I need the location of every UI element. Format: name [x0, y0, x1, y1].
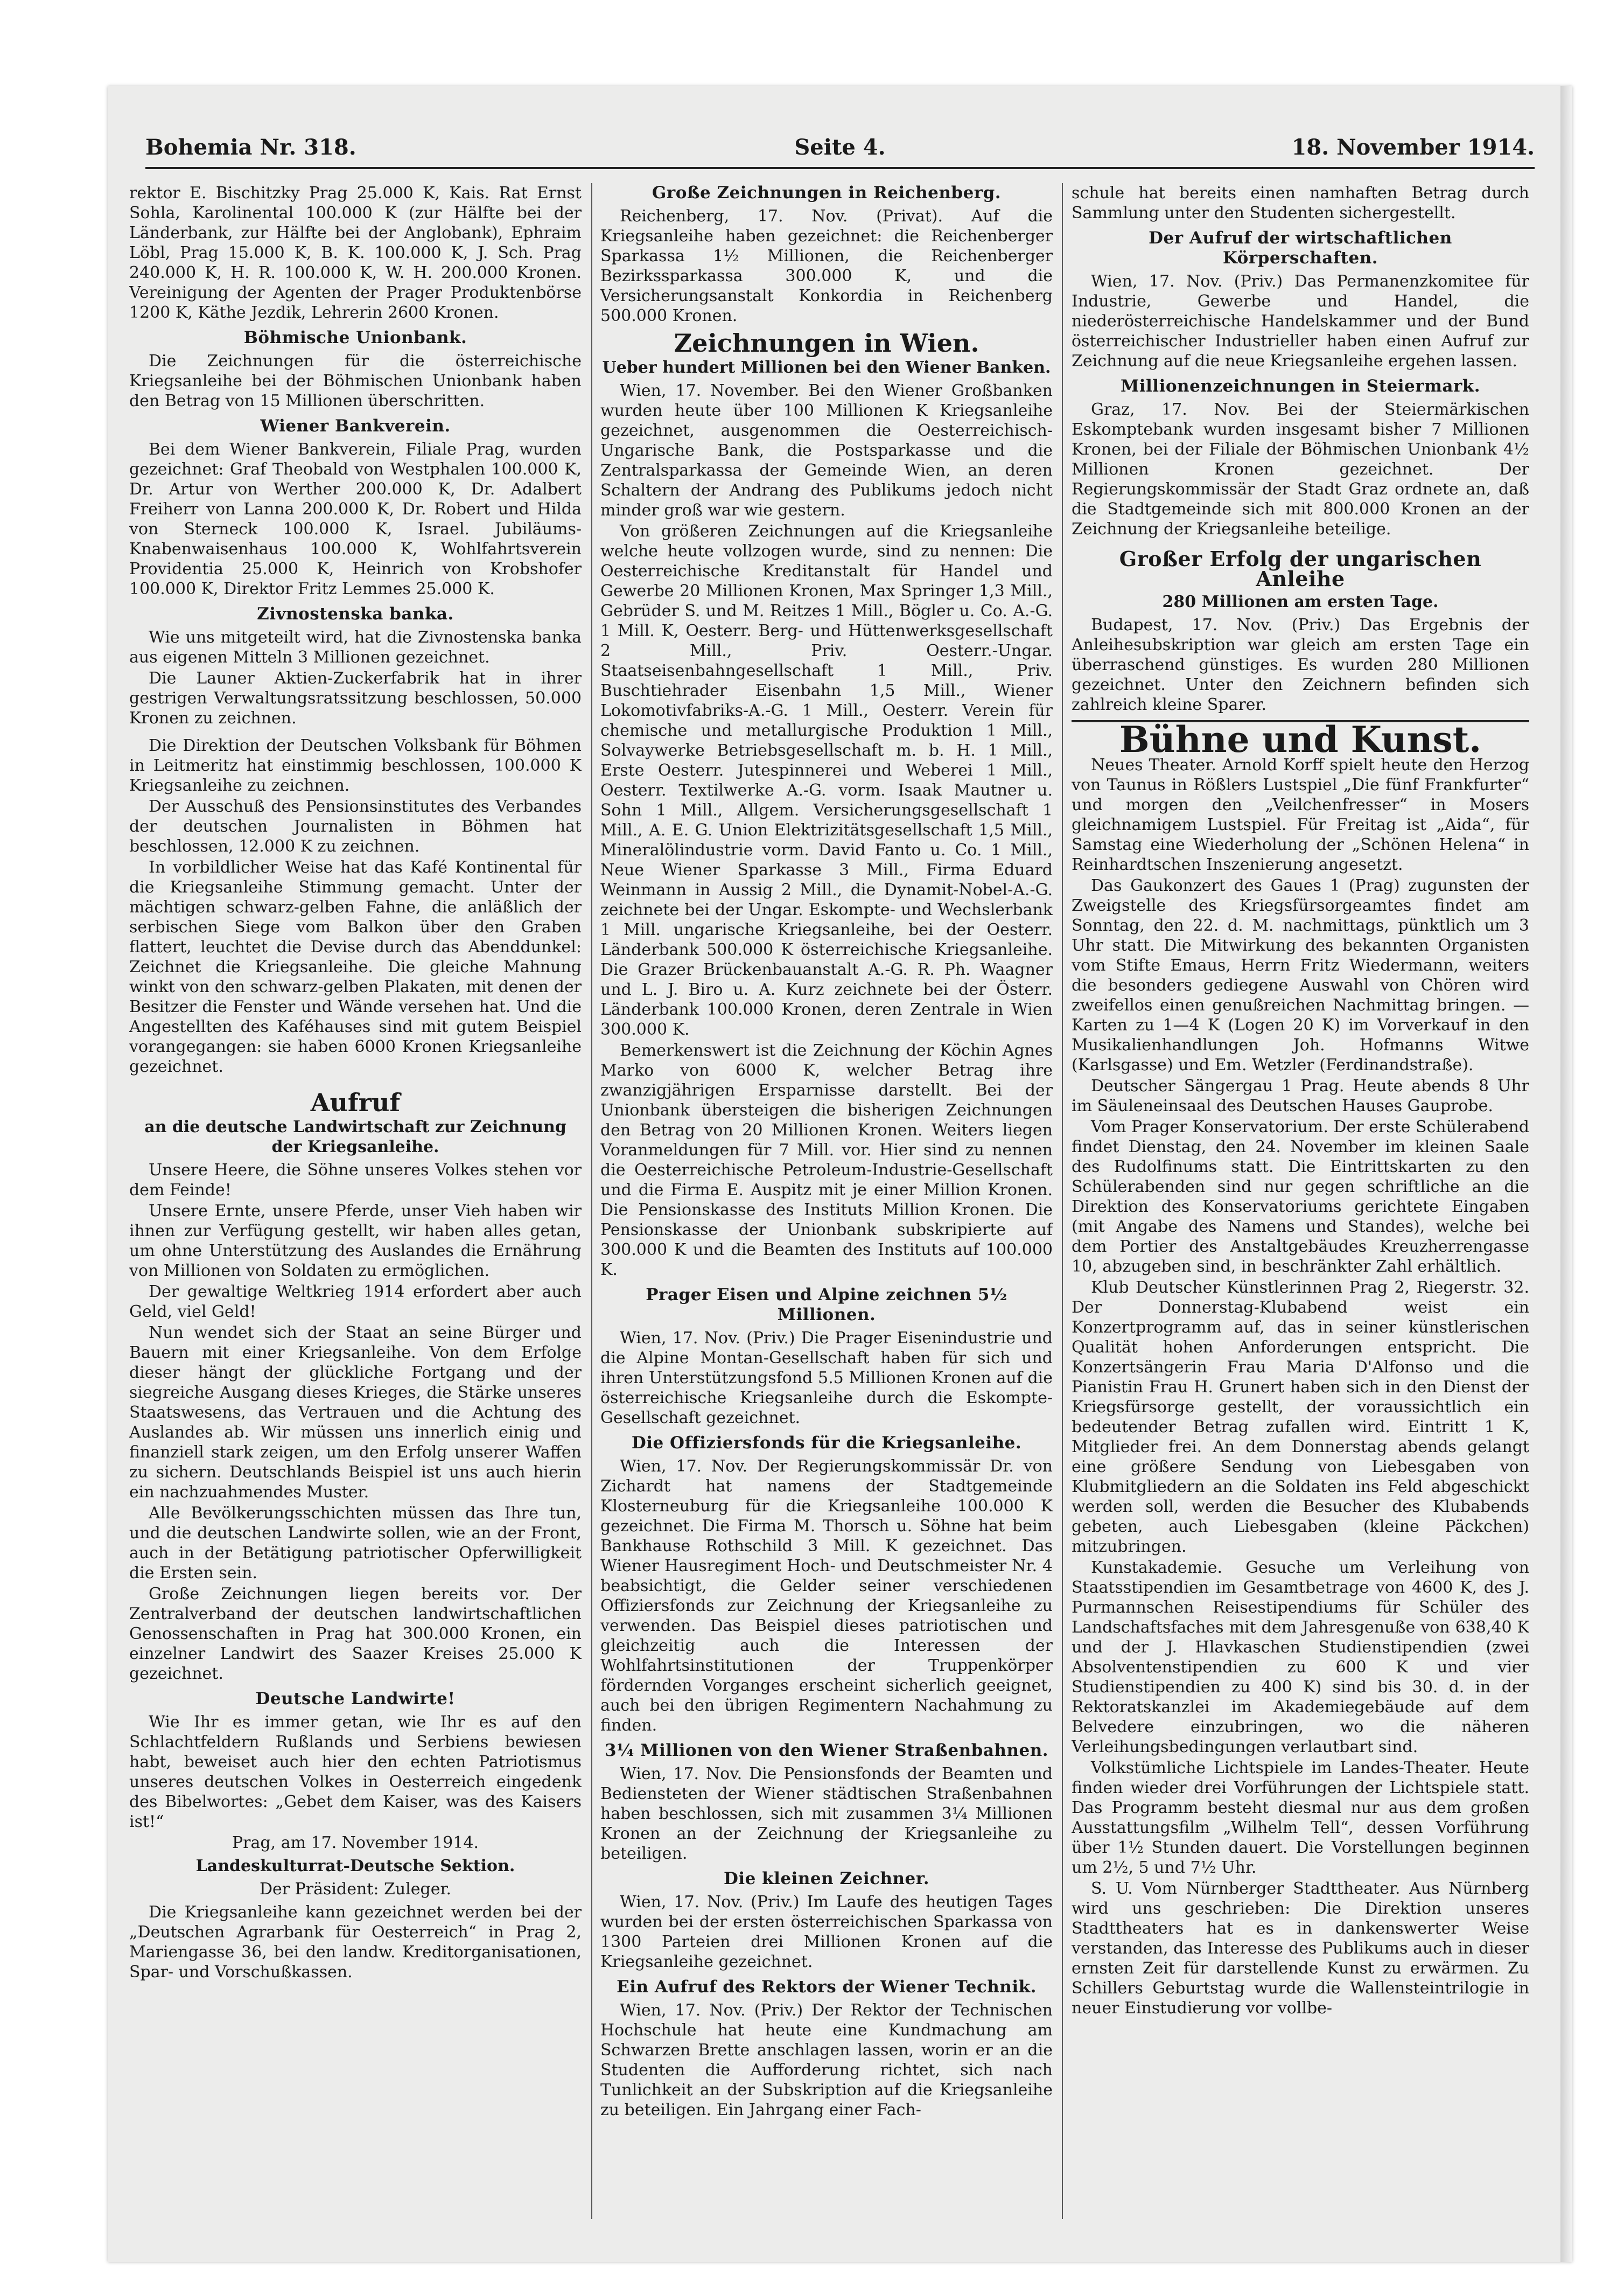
section-heading: Wiener Bankverein. — [260, 416, 451, 436]
article-text: Wien, 17. Nov. Der Regierungskommissär Dr. von Zichardt hat namens der Stadtgemeinde Klosterneuburg für die Kriegsanleihe 100.000 K gezeichnet. Die Firma M. Thorsch u. Söhne hat beim Bankhause Rothschild 3 Mill. K gezeichnet. Das Wiener Hausregiment Hoch- und Deutschmeister Nr. 4 beabsichtigt, die Gelder seiner verschiedenen Offiziersfonds zur Zeichnung der Kriegsanleihe zu verwenden. Das Beispiel dieses patriotischen und gleichzeitig auch die Interessen der Wohlfahrtsinstitutionen der Truppenkörper fördernden Vorganges erscheint sicherlich geeignet, auch bei den übrigen Regimentern Nachahmung zu finden. — [600, 1457, 1053, 1735]
article-text: Wien, 17. Nov. (Priv.) Die Prager Eisenindustrie und die Alpine Montan-Gesellschaft haben für sich und ihren Unterstützungsfond 5.5 Millionen Kronen auf die österreichische Kriegsanleihe durch die Eskompte-Gesellschaft gezeichnet. — [600, 1329, 1053, 1427]
article-text: In vorbildlicher Weise hat das Kafé Kontinental für die Kriegsanleihe Stimmung gemacht. Unter der mächtigen schwarz-gelben Fahne, die anläßlich der serbischen Siege vom Balkon über den Graben flattert, leuchtet die Devise durch das Abenddunkel: Zeichnet die Kriegsanleihe. Die gleiche Mahnung winkt von den schwarz-gelben Plakaten, mit denen der Besitzer die Fenster und Wände versehen hat. Und die Angestellten des Kaféhauses sind mit gutem Beispiel vorangegangen: sie haben 6000 Kronen Kriegsanleihe gezeichnet. — [129, 858, 582, 1076]
section-heading: Böhmische Unionbank. — [243, 328, 467, 347]
newspaper-page — [108, 86, 1572, 2262]
dateline: Prag, am 17. November 1914. — [232, 1833, 479, 1852]
section-heading: Prager Eisen und Alpine zeichnen 5½ Millionen. — [646, 1285, 1007, 1324]
article-text: Wien, 17. Nov. (Priv.) Im Laufe des heutigen Tages wurden bei der ersten österreichischen Sparkassa von 1300 Parteien drei Millionen Kronen auf die Kriegsanleihe gezeichnet. — [600, 1893, 1053, 1971]
article-text: Volkstümliche Lichtspiele im Landes-Theater. Heute finden wieder drei Vorführungen der Lichtspiele statt. Das Programm besteht diesmal nur aus dem großen Ausstattungsfilm „Wilhelm Tell“, dessen Vorführung über 1½ Stunden dauert. Die Vorstellungen beginnen um 2½, 5 und 7½ Uhr. — [1072, 1759, 1529, 1877]
column-3 — [1072, 183, 1529, 2219]
article-text: Wien, 17. Nov. Die Pensionsfonds der Beamten und Bediensteten der Wiener städtischen Straßenbahnen haben beschlossen, sich mit zusammen 3¼ Millionen Kronen an der Zeichnung der Kriegsanleihe zu beteiligen. — [600, 1764, 1053, 1863]
column-rule — [591, 183, 592, 2219]
ungar-subheading: 280 Millionen am ersten Tage. — [1162, 592, 1439, 611]
page-edge — [1560, 86, 1572, 2262]
article-text: Graz, 17. Nov. Bei der Steiermärkischen Eskomptebank wurden insgesamt bisher 7 Millionen Kronen, bei der Filiale der Böhmischen Unionbank 4½ Millionen Kronen gezeichnet. Der Regierungskommissär der Stadt Graz ordnete an, daß die Stadtgemeinde sich mit 800.000 Kronen an der Zeichnung der Kriegsanleihe beteilige. — [1072, 400, 1529, 539]
article-text: schule hat bereits einen namhaften Betrag durch Sammlung unter den Studenten sichergestellt. — [1072, 184, 1529, 222]
section-heading: Deutsche Landwirte! — [255, 1689, 456, 1708]
article-text: Die Kriegsanleihe kann gezeichnet werden bei der „Deutschen Agrarbank für Oesterreich“ in Prag 2, Mariengasse 36, bei den landw. Kreditorganisationen, Spar- und Vorschußkassen. — [129, 1903, 582, 1982]
article-text: Deutscher Sängergau 1 Prag. Heute abends 8 Uhr im Säuleneinsaal des Deutschen Hauses Gauprobe. — [1072, 1077, 1529, 1115]
column-2 — [600, 183, 1053, 2219]
aufruf-subheading: an die deutsche Landwirtschaft zur Zeichnung der Kriegsanleihe. — [144, 1118, 566, 1156]
article-text: Unsere Heere, die Söhne unseres Volkes stehen vor dem Feinde! — [129, 1161, 582, 1199]
article-text: Klub Deutscher Künstlerinnen Prag 2, Riegerstr. 32. Der Donnerstag-Klubabend weist ein Konzertprogramm auf, das in seiner künstlerischen Qualität hohen Anforderungen entspricht. Die Konzertsängerin Frau Maria D'Alfonso und die Pianistin Frau H. Grunert haben sich in den Dienst der Kriegsfürsorge gestellt, der voraussichtlich ein bedeutender Betrag zufallen wird. Eintritt 1 K, Mitglieder frei. An dem Donnerstag abends gelangt eine größere Sendung von Liebesgaben von Klubmitgliedern an die Soldaten ins Feld abgeschickt werden soll, werden die Besucher des Klubabends gebeten, auch Liebesgaben (kleine Päckchen) mitzubringen. — [1072, 1278, 1529, 1556]
article-text: Unsere Ernte, unsere Pferde, unser Vieh haben wir ihnen zur Verfügung gestellt, wir haben alles getan, um ohne Unterstützung des Auslandes die Ernährung von Millionen von Soldaten zu ermöglichen. — [129, 1202, 582, 1280]
article-text: Von größeren Zeichnungen auf die Kriegsanleihe welche heute vollzogen wurde, sind zu nennen: Die Oesterreichische Kreditanstalt für Handel und Gewerbe 20 Millionen Kronen, Max Springer 1,3 Mill., Gebrüder S. und M. Reitzes 1 Mill., Bögler u. Co. A.-G. 1 Mill. K, Oesterr. Berg- und Hüttenwerksgesellschaft 2 Mill., Priv. Oesterr.-Ungar. Staatseisenbahngesellschaft 1 Mill., Priv. Buschtiehrader Eisenbahn 1,5 Mill., Wiener Lokomotivfabriks-A.-G. 1 Mill., Oesterr. Verein für chemische und metallurgische Produktion 1 Mill., Solvaywerke Betriebsgesellschaft m. b. H. 1 Mill., Erste Oesterr. Jutespinnerei und Weberei 1 Mill., Oesterr. Textilwerke A.-G. vorm. Isaak Mautner u. Sohn 1 Mill., Allgem. Versicherungsgesellschaft 1 Mill., A. E. G. Union Elektrizitätsgesellschaft 1,5 Mill., Mineralölindustrie vorm. David Fanto u. Co. 1 Mill., Neue Wiener Sparkasse 3 Mill., Firma Eduard Weinmann in Aussig 2 Mill., die Dynamit-Nobel-A.-G. zeichnete bei der Ungar. Eskompte- und Wechslerbank 1 Mill. ungarische Kriegsanleihe, bei der Oesterr. Länderbank 500.000 K österreichische Kriegsanleihe. Die Grazer Brückenbauanstalt A.-G. R. Ph. Waagner und L. J. Biro u. A. Kurz zeichnete bei der Österr. Länderbank 100.000 Kronen, deren Zentrale in Wien 300.000 K. — [600, 522, 1053, 1039]
issue-date: 18. November 1914. — [1291, 135, 1535, 160]
article-text: Nun wendet sich der Staat an seine Bürger und Bauern mit einer Kriegsanleihe. Von dem Erfolge dieser hängt der glückliche Fortgang und der siegreiche Ausgang dieses Krieges, die Stärke unseres Staatswesens, das Vertrauen und die Achtung des Auslandes ab. Wir müssen uns innerlich einig und finanziell stark zeigen, um den Erfolg unserer Waffen zu sichern. Deutschlands Beispiel ist uns auch hierin ein nachzuahmendes Muster. — [129, 1323, 582, 1502]
masthead-issue: Bohemia Nr. 318. — [145, 135, 356, 160]
buehne-kunst-heading: Bühne und Kunst. — [1072, 720, 1529, 750]
article-text: Die Launer Aktien-Zuckerfabrik hat in ihrer gestrigen Verwaltungsratssitzung beschlossen, 50.000 Kronen zu zeichnen. — [129, 669, 582, 728]
article-text: Reichenberg, 17. Nov. (Privat). Auf die Kriegsanleihe haben gezeichnet: die Reichenberger Sparkassa 1½ Millionen, die Reichenberger Bezirkssparkassa 300.000 K, und die Versicherungsanstalt Konkordia in Reichenberg 500.000 Kronen. — [600, 207, 1053, 325]
article-text: S. U. Vom Nürnberger Stadttheater. Aus Nürnberg wird uns geschrieben: Die Direktion unseres Stadttheaters hat es in dankenswerter Weise verstanden, das Interesse des Publikums auch in dieser ernsten Zeit für darstellende Kunst zu erwärmen. Zu Schillers Geburtstag wurde die Wallensteintrilogie in neuer Einstudierung vor vollbe- — [1072, 1879, 1529, 2018]
section-heading: Großer Erfolg der ungarischen Anleihe — [1119, 547, 1482, 591]
article-text: Neues Theater. Arnold Korff spielt heute den Herzog von Taunus in Rößlers Lustspiel „Die fünf Frankfurter“ und morgen den „Veilchenfresser“ in Mosers gleichnamigem Lustspiel. Für Freitag ist „Aida“, für Samstag eine Wiederholung der „Schönen Helena“ in Reinhardtschen Inszenierung angesetzt. — [1072, 756, 1529, 874]
signature-org: Landeskulturrat-Deutsche Sektion. — [195, 1857, 515, 1875]
article-text: Wien, 17. November. Bei den Wiener Großbanken wurden heute über 100 Millionen K Kriegsanleihe gezeichnet, ausgenommen die Oesterreichisch-Ungarische Bank, die Postsparkasse und die Zentralsparkassa der Gemeinde Wien, an deren Schaltern der Andrang des Publikums jedoch nicht minder groß war wie gestern. — [600, 381, 1053, 520]
column-1 — [129, 183, 582, 2219]
aufruf-heading: Aufruf — [310, 1088, 401, 1117]
section-heading: Zivnostenska banka. — [257, 604, 454, 624]
wien-subheading: Ueber hundert Millionen bei den Wiener Banken. — [602, 358, 1051, 377]
article-text: Die Direktion der Deutschen Volksbank für Böhmen in Leitmeritz hat einstimmig beschlossen, 100.000 K Kriegsanleihe zu zeichnen. — [129, 736, 582, 795]
signature-president: Der Präsident: Zuleger. — [259, 1880, 452, 1899]
article-text: Große Zeichnungen liegen bereits vor. Der Zentralverband der deutschen landwirtschaftlichen Genossenschaften in Prag hat 300.000 Kronen, ein einzelner Landwirt des Saazer Kreises 25.000 K gezeichnet. — [129, 1585, 582, 1683]
wien-heading: Zeichnungen in Wien. — [674, 329, 979, 358]
section-heading: Die kleinen Zeichner. — [723, 1869, 930, 1888]
article-text: Die Zeichnungen für die österreichische Kriegsanleihe bei der Böhmischen Unionbank haben den Betrag von 15 Millionen überschritten. — [129, 352, 582, 410]
article-text: Wie Ihr es immer getan, wie Ihr es auf den Schlachtfeldern Rußlands und Serbiens bewiesen habt, beweiset auch hier den echten Patriotismus unseres deutschen Volkes in Oesterreich eingedenk des Bibelwortes: „Gebet dem Kaiser, was des Kaisers ist!“ — [129, 1713, 582, 1831]
article-text: Wien, 17. Nov. (Priv.) Der Rektor der Technischen Hochschule hat heute eine Kundmachung am Schwarzen Brette anschlagen lassen, worin er an die Studenten die Aufforderung richtet, sich nach Tunlichkeit an der Subskription auf die Kriegsanleihe zu beteiligen. Ein Jahrgang einer Fach- — [600, 2001, 1053, 2119]
section-heading: Der Aufruf der wirtschaftlichen Körperschaften. — [1149, 228, 1452, 268]
article-text: Alle Bevölkerungsschichten müssen das Ihre tun, und die deutschen Landwirte sollen, wie an der Front, auch in der Betätigung patriotischer Opferwilligkeit die Ersten sein. — [129, 1504, 582, 1582]
section-heading: Ein Aufruf des Rektors der Wiener Technik. — [617, 1977, 1037, 1997]
column-rule — [1062, 183, 1063, 2219]
article-text: Vom Prager Konservatorium. Der erste Schülerabend findet Dienstag, den 24. November im kleinen Saale des Rudolfinums statt. Die Eintrittskarten zu den Schülerabenden sind nur gegen schriftliche an die Direktion des Konservatoriums gerichtete Eingaben (mit Angabe des Namens und Standes), welche bei dem Portier des Anstaltgebäudes Kreuzherrengasse 10, abzugeben sind, in beschränkter Zahl erhältlich. — [1072, 1118, 1529, 1276]
article-text: Der gewaltige Weltkrieg 1914 erfordert aber auch Geld, viel Geld! — [129, 1282, 582, 1321]
section-heading: Große Zeichnungen in Reichenberg. — [652, 183, 1002, 203]
article-text: Wie uns mitgeteilt wird, hat die Zivnostenska banka aus eigenen Mitteln 3 Millionen gezeichnet. — [129, 628, 582, 667]
article-text: Wien, 17. Nov. (Priv.) Das Permanenzkomitee für Industrie, Gewerbe und Handel, die niederösterreichische Handelskammer und der Bund österreichischer Industrieller haben einen Aufruf zur Zeichnung auf die neue Kriegsanleihe ergehen lassen. — [1072, 272, 1529, 371]
section-heading: Millionenzeichnungen in Steiermark. — [1120, 376, 1481, 396]
section-heading: 3¼ Millionen von den Wiener Straßenbahnen. — [604, 1741, 1049, 1760]
article-text: Bemerkenswert ist die Zeichnung der Köchin Agnes Marko von 6000 K, welcher Betrag ihre zwanzigjährigen Ersparnisse darstellt. Bei der Unionbank übersteigen die bisherigen Zeichnungen den Betrag von 20 Millionen Kronen. Weiters liegen Voranmeldungen für 7 Mill. vor. Hier sind zu nennen die Oesterreichische Petroleum-Industrie-Gesellschaft und die Firma E. Auspitz mit je einer Million Kronen. Die Pensionskasse des Instituts Million Kronen. Die Pensionskasse der Unionbank subskripierte auf 300.000 K und die Beamten des Instituts auf 100.000 K. — [600, 1041, 1053, 1279]
article-text: Budapest, 17. Nov. (Priv.) Das Ergebnis der Anleihesubskription war gleich am ersten Tage ein überraschend günstiges. Es wurden 280 Millionen gezeichnet. Unter den Zeichnern befinden sich zahlreich kleine Sparer. — [1072, 616, 1529, 714]
article-text: rektor E. Bischitzky Prag 25.000 K, Kais. Rat Ernst Sohla, Karolinental 100.000 K (zur Hälfte bei der Länderbank, zur Hälfte bei der Anglobank), Ephraim Löbl, Prag 15.000 K, B. K. 100.000 K, J. Sch. Prag 240.000 K, H. R. 100.000 K, W. H. 200.000 Kronen. Vereinigung der Agenten der Prager Produktenbörse 1200 K, Käthe Jezdik, Lehrerin 2600 Kronen. — [129, 184, 582, 322]
section-heading: Die Offiziersfonds für die Kriegsanleihe. — [631, 1433, 1022, 1453]
article-text: Das Gaukonzert des Gaues 1 (Prag) zugunsten der Zweigstelle des Kriegsfürsorgeamtes findet am Sonntag, den 22. d. M. nachmittags, pünktlich um 3 Uhr statt. Die Mitwirkung des bekannten Organisten vom Stifte Emaus, Herrn Fritz Wiedermann, weiters die besonders gediegene Auswahl von Chören wird zweifellos einen genußreichen Nachmittag bringen. — Karten zu 1—4 K (Logen 20 K) im Vorverkauf in den Musikalienhandlungen Joh. Hofmanns Witwe (Karlsgasse) und Em. Wetzler (Ferdinandstraße). — [1072, 876, 1529, 1075]
page-number: Seite 4. — [794, 135, 886, 160]
article-text: Bei dem Wiener Bankverein, Filiale Prag, wurden gezeichnet: Graf Theobald von Westphalen 100.000 K, Dr. Artur von Werther 200.000 K, Dr. Adalbert Freiherr von Lanna 200.000 K, Dr. Robert und Hilda von Sterneck 100.000 K, Israel. Jubiläums-Knabenwaisenhaus 100.000 K, Wohlfahrtsverein Providentia 25.000 K, Heinrich von Krobshofer 100.000 K, Direktor Fritz Lemmes 25.000 K. — [129, 440, 582, 598]
page-header — [145, 129, 1535, 169]
article-text: Der Ausschuß des Pensionsinstitutes des Verbandes der deutschen Journalisten in Böhmen hat beschlossen, 12.000 K zu zeichnen. — [129, 797, 582, 856]
article-text: Kunstakademie. Gesuche um Verleihung von Staatsstipendien im Gesamtbetrage von 4600 K, des J. Purmannschen Reisestipendiums für Schüler des Landschaftsfaches mit dem Jahresgenuße von 638,40 K und der J. Hlavkaschen Studienstipendien (zwei Absolventenstipendien zu 600 K und vier Studienstipendien zu 400 K) sind bis 30. d. in der Rektoratskanzlei im Akademiegebäude auf dem Belvedere einzubringen, wo die näheren Verleihungsbedingungen verlautbart sind. — [1072, 1558, 1529, 1756]
